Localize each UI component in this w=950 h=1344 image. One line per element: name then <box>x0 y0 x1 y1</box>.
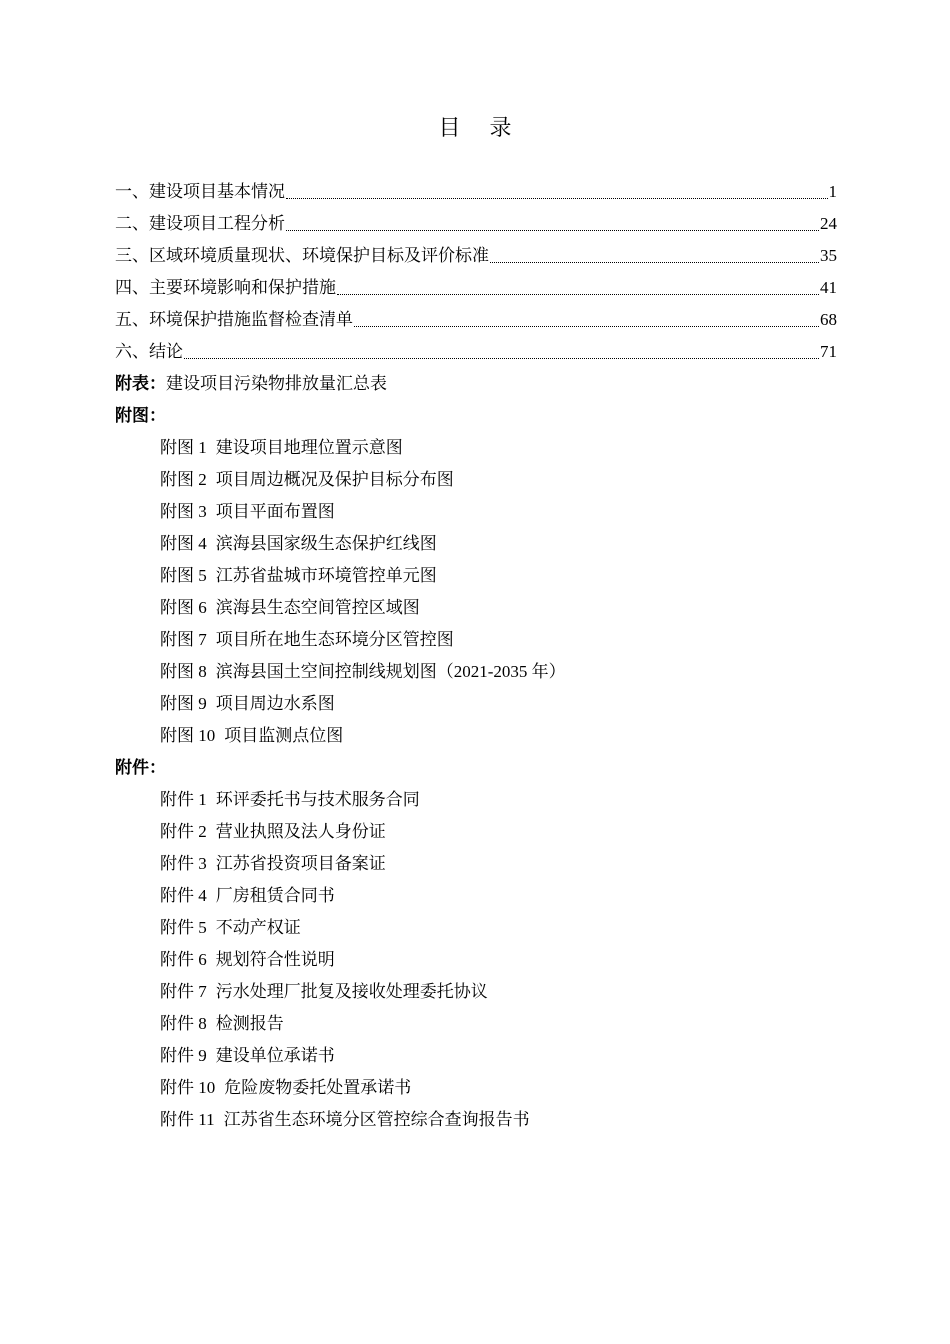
toc-entry-page: 68 <box>820 310 837 329</box>
dot-leader <box>286 198 828 199</box>
toc-entry-label: 六、结论 <box>115 342 183 361</box>
attachment-title: 江苏省投资项目备案证 <box>215 854 386 873</box>
figure-title: 江苏省盐城市环境管控单元图 <box>215 566 437 585</box>
figure-item <box>115 496 837 528</box>
attachment-title: 危险废物委托处置承诺书 <box>224 1078 412 1097</box>
dot-leader <box>354 326 819 327</box>
toc-entry-label: 一、建设项目基本情况 <box>115 182 285 201</box>
toc-entry <box>115 336 837 368</box>
toc-entry <box>115 208 837 240</box>
figure-title: 项目平面布置图 <box>215 502 335 521</box>
figure-item <box>115 464 837 496</box>
figure-title: 项目监测点位图 <box>224 726 344 745</box>
figure-label: 附图 6 <box>160 598 207 617</box>
dot-leader <box>286 230 819 231</box>
attachment-label: 附件 11 <box>160 1110 215 1129</box>
attachment-title: 建设单位承诺书 <box>215 1046 335 1065</box>
figure-label: 附图 10 <box>160 726 216 745</box>
toc-entry-page: 41 <box>820 278 837 297</box>
toc-entry-label: 二、建设项目工程分析 <box>115 214 285 233</box>
figure-label: 附图 4 <box>160 534 207 553</box>
figure-item <box>115 432 837 464</box>
attachment-label: 附件 10 <box>160 1078 216 1097</box>
attachment-item <box>115 1008 837 1040</box>
toc-entry-label: 四、主要环境影响和保护措施 <box>115 278 336 297</box>
attachment-title: 规划符合性说明 <box>215 950 335 969</box>
attachment-label: 附件 9 <box>160 1046 207 1065</box>
figure-label: 附图 5 <box>160 566 207 585</box>
dot-leader <box>490 262 819 263</box>
toc-entry-label: 三、区域环境质量现状、环境保护目标及评价标准 <box>115 246 489 265</box>
figure-label: 附图 2 <box>160 470 207 489</box>
toc-entry-page: 1 <box>828 182 837 201</box>
attachment-label: 附件 3 <box>160 854 207 873</box>
figure-title: 滨海县国家级生态保护红线图 <box>215 534 437 553</box>
attachment-item <box>115 848 837 880</box>
attachment-label: 附件 7 <box>160 982 207 1001</box>
figures-heading: 附图： <box>115 406 166 425</box>
toc-entry <box>115 176 837 208</box>
attachment-title: 厂房租赁合同书 <box>215 886 335 905</box>
figure-title: 滨海县国土空间控制线规划图（2021-2035 年） <box>215 662 566 681</box>
attachment-item <box>115 976 837 1008</box>
figure-item <box>115 560 837 592</box>
dot-leader <box>337 294 819 295</box>
attachment-title: 检测报告 <box>215 1014 284 1033</box>
attachment-title: 营业执照及法人身份证 <box>215 822 386 841</box>
toc-entry-page: 71 <box>820 342 837 361</box>
figure-label: 附图 3 <box>160 502 207 521</box>
attachment-item <box>115 912 837 944</box>
attachment-title: 不动产权证 <box>215 918 301 937</box>
figure-title: 项目所在地生态环境分区管控图 <box>215 630 454 649</box>
toc-entry <box>115 304 837 336</box>
table-of-contents <box>115 176 837 1136</box>
attachment-title: 污水处理厂批复及接收处理委托协议 <box>215 982 488 1001</box>
figure-label: 附图 7 <box>160 630 207 649</box>
toc-entry-page: 24 <box>820 214 837 233</box>
attachment-label: 附件 1 <box>160 790 207 809</box>
attachment-title: 环评委托书与技术服务合同 <box>215 790 420 809</box>
schedule-line <box>115 368 837 400</box>
figure-item <box>115 528 837 560</box>
figure-title: 滨海县生态空间管控区域图 <box>215 598 420 617</box>
figure-label: 附图 1 <box>160 438 207 457</box>
figure-item <box>115 688 837 720</box>
toc-entry <box>115 272 837 304</box>
schedule-text: 建设项目污染物排放量汇总表 <box>166 374 387 393</box>
figure-item <box>115 624 837 656</box>
attachment-item <box>115 784 837 816</box>
toc-entry <box>115 240 837 272</box>
figure-item <box>115 656 837 688</box>
attachment-item <box>115 1040 837 1072</box>
attachment-label: 附件 5 <box>160 918 207 937</box>
attachment-item <box>115 816 837 848</box>
attachment-title: 江苏省生态环境分区管控综合查询报告书 <box>223 1110 530 1129</box>
figure-label: 附图 9 <box>160 694 207 713</box>
figure-item <box>115 592 837 624</box>
figure-title: 项目周边概况及保护目标分布图 <box>215 470 454 489</box>
toc-entry-page: 35 <box>820 246 837 265</box>
figure-item <box>115 720 837 752</box>
attachment-label: 附件 8 <box>160 1014 207 1033</box>
figure-title: 项目周边水系图 <box>215 694 335 713</box>
page-title: 目 录 <box>438 116 512 141</box>
attachment-item <box>115 1072 837 1104</box>
toc-entry-label: 五、环境保护措施监督检查清单 <box>115 310 353 329</box>
figure-title: 建设项目地理位置示意图 <box>215 438 403 457</box>
attachment-item <box>115 880 837 912</box>
schedule-heading: 附表： <box>115 374 166 393</box>
attachment-item <box>115 1104 837 1136</box>
attachment-item <box>115 944 837 976</box>
dot-leader <box>184 358 819 359</box>
attachment-label: 附件 4 <box>160 886 207 905</box>
attachments-heading: 附件： <box>115 758 166 777</box>
attachment-label: 附件 2 <box>160 822 207 841</box>
figure-label: 附图 8 <box>160 662 207 681</box>
attachment-label: 附件 6 <box>160 950 207 969</box>
